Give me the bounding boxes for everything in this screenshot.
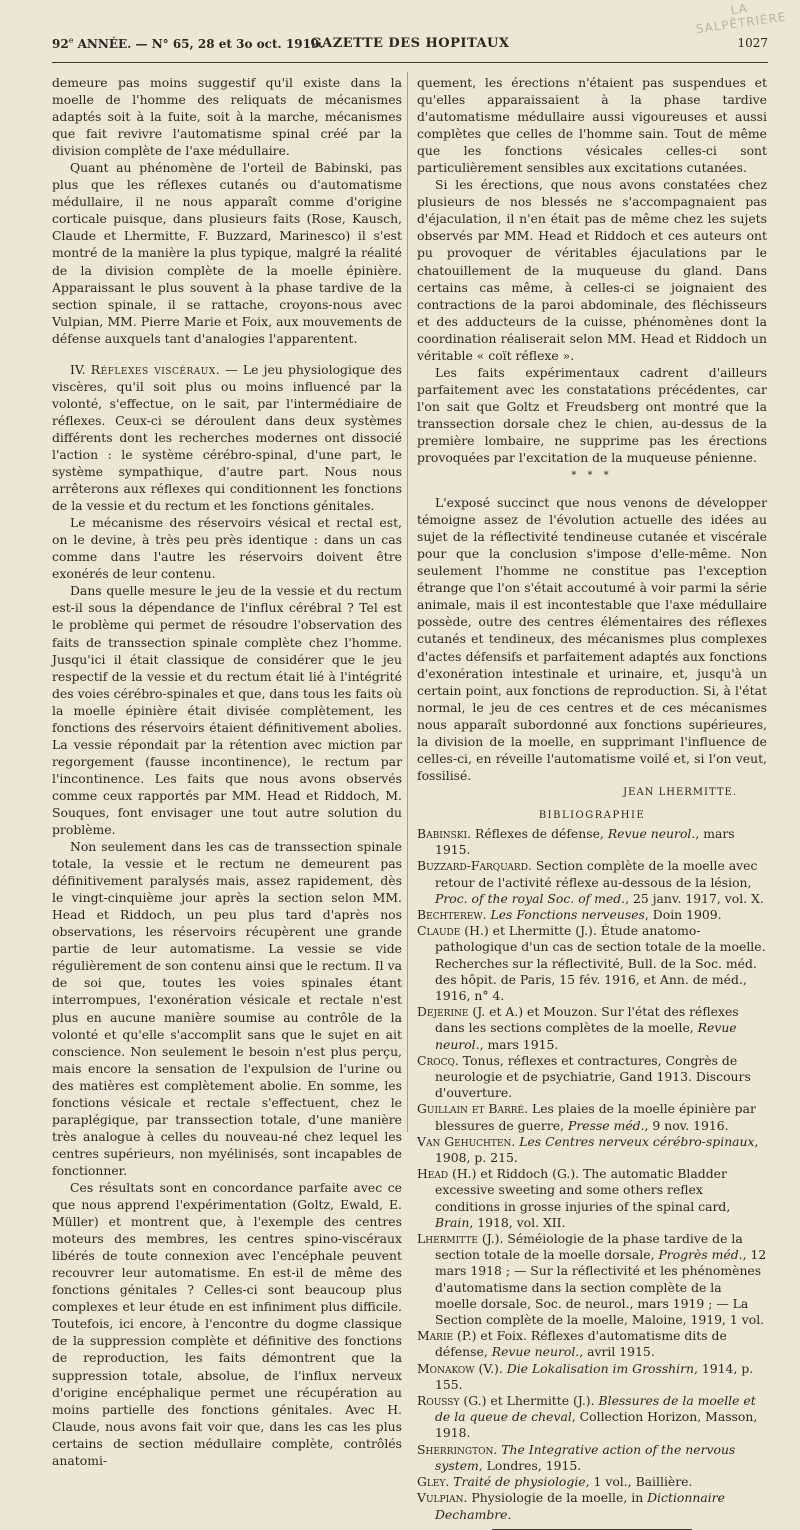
paragraph: Dans quelle mesure le jeu de la vessie et du rectum est-il sous la dépendance de l'influx cérébral ? Tel est le problème qui permet de résoudre l'observation des faits de transsection spinale complète chez l'homme. Jusqu'ici il était classique de considérer que le jeu respectif de la vessie et du rectum était lié à l'intégrité des voies cérébro-spinales et que, dans tous les faits où la moelle épinière était divisée complètement, les fonctions des réservoirs étaient définitivement abolies. La vessie répondait par la rétention avec miction par regorgement (fausse incontinence), le rectum par l'incontinence. Les faits que nous avons observés comme ceux rapportés par MM. Head et Riddoch, M. Souques, font envisager une tout autre solution du problème. <box>52 583 402 838</box>
paragraph: quement, les érections n'étaient pas suspendues et qu'elles apparaissaient à la phase tardive d'automatisme médullaire aussi vigoureuses et aussi complètes que celles de l'homme sain. Tout de même que les fonctions vésicales celles-ci sont particulièrement sensibles aux excitations cutanées. <box>417 75 767 176</box>
bibliography-entry: Gley. Traité de physiologie, 1 vol., Baillière. <box>417 1474 693 1490</box>
bibliography-entry: Marie (P.) et Foix. Réflexes d'automatisme dits de défense, Revue neurol., avril 1915. <box>417 1328 727 1360</box>
bibliography-entry: Dejerine (J. et A.) et Mouzon. Sur l'état des réflexes dans les sections complètes de la moelle, Revue neurol., mars 1915. <box>417 1004 739 1052</box>
bibliography-entry: Lhermitte (J.). Séméiologie de la phase tardive de la section totale de la moelle dorsale, Progrès méd., 12 mars 1918 ; — Sur la réflectivité et les phénomènes d'automatisme dans la section complète de la moelle dorsale, Soc. de neurol., mars 1919 ; — La Section complète de la moelle, Maloine, 1919, 1 vol. <box>417 1231 767 1328</box>
paragraph: Le mécanisme des réservoirs vésical et rectal est, on le devine, à très peu près identique : dans un cas comme dans l'autre les réservoirs doivent être exonérés de leur contenu. <box>52 515 402 582</box>
paragraph: Ces résultats sont en concordance parfaite avec ce que nous apprend l'expérimentation (Goltz, Ewald, E. Müller) et montrent que, à l'exemple des centres moteurs des membres, les centres spino-viscéraux libérés de toute connexion avec l'encéphale peuvent recouvrer leur automatisme. En est-il de même des fonctions génitales ? Celles-ci sont beaucoup plus complexes et leur étude en est infiniment plus difficile. Toutefois, ici encore, à l'encontre du dogme classique de la suppression complète et définitive des fonctions de reproduction, les faits démontrent que la suppression totale, absolue, de l'influx nerveux d'origine encéphalique permet une récupération au moins partielle des fonctions génitales. Avec H. Claude, nous avons fait voir que, dans les cas les plus certains de section médullaire complète, contrôlés anatomi- <box>52 1180 402 1468</box>
bibliography-entry: Crocq. Tonus, réflexes et contractures, Congrès de neurologie et de psychiatrie, Gand 1913. Discours d'ouverture. <box>417 1052 751 1101</box>
journal-title: GAZETTE DES HOPITAUX <box>310 36 510 51</box>
left-column <box>52 74 402 1469</box>
paragraph: Les faits expérimentaux cadrent d'ailleurs parfaitement avec les constatations précédentes, car l'on sait que Goltz et Freudsberg ont montré que la transsection dorsale chez le chien, au-dessus de la première lombaire, ne supprime pas les érections provoquées par l'excitation de la muqueuse pénienne. <box>417 364 767 466</box>
bibliography-entry: Babinski. Réflexes de défense, Revue neurol., mars 1915. <box>417 825 735 858</box>
bibliography-entry: Vulpian. Physiologie de la moelle, in Dictionnaire Dechambre. <box>417 1490 725 1522</box>
bibliography-entry: Monakow (V.). Die Lokalisation im Grosshirn, 1914, p. 155. <box>417 1360 754 1392</box>
paragraph: Quant au phénomène de l'orteil de Babinski, pas plus que les réflexes cutanés ou d'automatisme médullaire, il ne nous apparaît comme d'origine corticale puisque, dans plusieurs faits (Rose, Kausch, Claude et Lhermitte, F. Buzzard, Marinesco) il s'est montré de la manière la plus typique, malgré la réalité de la division complète de la moelle épinière. Apparaissant le plus souvent à la phase tardive de la section spinale, il se rattache, croyons-nous avec Vulpian, MM. Pierre Marie et Foix, aux mouvements de défense auxquels tant d'analogies l'apparentent. <box>52 160 402 346</box>
bibliography-entry: Head (H.) et Riddoch (G.). The automatic Bladder excessive sweeting and some others reflex conditions in grosse injuries of the spinal card, Brain, 1918, vol. XII. <box>417 1166 731 1230</box>
bibliography-entry: Claude (H.) et Lhermitte (J.). Étude anatomo-pathologique d'un cas de section totale de la moelle. Recherches sur la réflectivité, Bull. de la Soc. méd. des hôpit. de Paris, 15 fév. 1916, et Ann. de méd., 1916, n° 4. <box>417 923 766 1003</box>
paragraph: L'exposé succinct que nous venons de développer témoigne assez de l'évolution actuelle des idées au sujet de la réflectivité tendineuse cutanée et viscérale pour que la conclusion s'impose d'elle-même. Non seulement l'homme ne constitue pas l'exception étrange que l'on s'était accoutumé à voir parmi la série animale, mais il est incontestable que l'axe médullaire possède, outre des centres élémentaires des réflexes cutanés et tendineux, des mécanismes plus complexes d'actes défensifs et parfaitement adaptés aux fonctions d'exonération intestinale et urinaire, et, jusqu'à un certain point, aux fonctions de reproduction. Si, à l'état normal, le jeu de ces centres et de ces mécanismes nous apparaît subordonné aux fonctions supérieures, la division de la moelle, en supprimant l'influence de celles-ci, en réveille l'automatisme voilé et, si l'on veut, fossilisé. <box>417 495 767 783</box>
section-separator: * * * <box>571 470 613 482</box>
bibliography-entry: Guillain et Barré. Les plaies de la moelle épinière par blessures de guerre, Presse méd., 9 nov. 1916. <box>417 1101 756 1133</box>
page-header <box>52 36 768 56</box>
right-column <box>417 74 767 1530</box>
header-rule <box>52 62 768 63</box>
bibliography-entry: Sherrington. The Integrative action of the nervous system, Londres, 1915. <box>417 1441 736 1473</box>
bibliography-heading: BIBLIOGRAPHIE <box>538 809 646 821</box>
column-divider <box>407 72 408 1132</box>
paragraph: Non seulement dans les cas de transsection spinale totale, la vessie et le rectum ne demeurent pas définitivement paralysés mais, assez rapidement, dès le vingt-cinquième jour après la section selon MM. Head et Riddoch, un peu plus tard d'après nos observations, les réservoirs récupèrent une grande partie de leur automatisme. La vessie se vide régulièrement de son contenu ainsi que le rectum. Il va de soi que, toutes les voies spinales étant interrompues, l'exonération vésicale et rectale n'est plus en aucune manière soumise au contrôle de la volonté et qu'elle s'accomplit sans que le sujet en ait conscience. Non seulement le besoin n'est plus perçu, mais encore la sensation de l'expulsion de l'urine ou des matières est complètement abolie. En somme, les fonctions vésicale et rectale s'effectuent, chez le paraplégique, par transsection totale, d'une manière très analogue à celles du nouveau-né chez lequel les centres supérieurs, non myélinisés, sont incapables de fonctionner. <box>52 839 402 1178</box>
bibliography-entry: Van Gehuchten. Les Centres nerveux cérébro-spinaux, 1908, p. 215. <box>417 1133 759 1166</box>
page-number: 1027 <box>737 36 768 50</box>
library-stamp: LA SALPÊTRIÈRE <box>694 1 788 37</box>
paragraph: demeure pas moins suggestif qu'il existe dans la moelle de l'homme des reliquats de mécanismes adaptés soit à la fuite, soit à la marche, mécanismes que fait revivre l'automatisme spinal créé par la division complète de l'axe médullaire. <box>52 75 402 159</box>
bibliography-entry: Bechterew. Les Fonctions nerveuses, Doin 1909. <box>417 906 722 922</box>
section-title: Réflexes viscéraux. <box>90 361 221 377</box>
bibliography-list <box>417 826 767 1523</box>
bibliography-entry: Buzzard-Farquard. Section complète de la moelle avec retour de l'activité réflexe au-dessous de la lésion, Proc. of the royal Soc. of med., 25 janv. 1917, vol. X. <box>417 858 764 906</box>
author-signature: JEAN LHERMITTE. <box>623 786 737 798</box>
bibliography-entry: Roussy (G.) et Lhermitte (J.). Blessures de la moelle et de la queue de cheval, Collection Horizon, Masson, 1918. <box>417 1393 758 1441</box>
section-paragraph: IV. Réflexes viscéraux. — Le jeu physiologique des viscères, qu'il soit plus ou moins influencé par la volonté, s'effectue, on le sait, par l'intermédiaire de réflexes. Ceux-ci se déroulent dans deux systèmes différents dont les recherches modernes ont dissocié l'action : le système cérébro-spinal, d'une part, le système sympathique, d'autre part. Nous nous arrêterons aux réflexes qui conditionnent les fonctions de la vessie et du rectum et les fonctions génitales. <box>52 361 402 514</box>
paragraph: Si les érections, que nous avons constatées chez plusieurs de nos blessés ne s'accompagnaient pas d'éjaculation, il n'en était pas de même chez les sujets observés par MM. Head et Riddoch et ces auteurs ont pu provoquer de véritables éjaculations par le chatouillement de la muqueuse du gland. Dans certains cas même, à celles-ci se joignaient des contractions de la paroi abdominale, des fléchisseurs et des adducteurs de la cuisse, phénomènes dont la coordination réaliserait selon MM. Head et Riddoch un véritable « coït réflexe ». <box>417 177 767 363</box>
issue-info: 92e ANNÉE. — N° 65, 28 et 3o oct. 1919. <box>52 36 324 51</box>
